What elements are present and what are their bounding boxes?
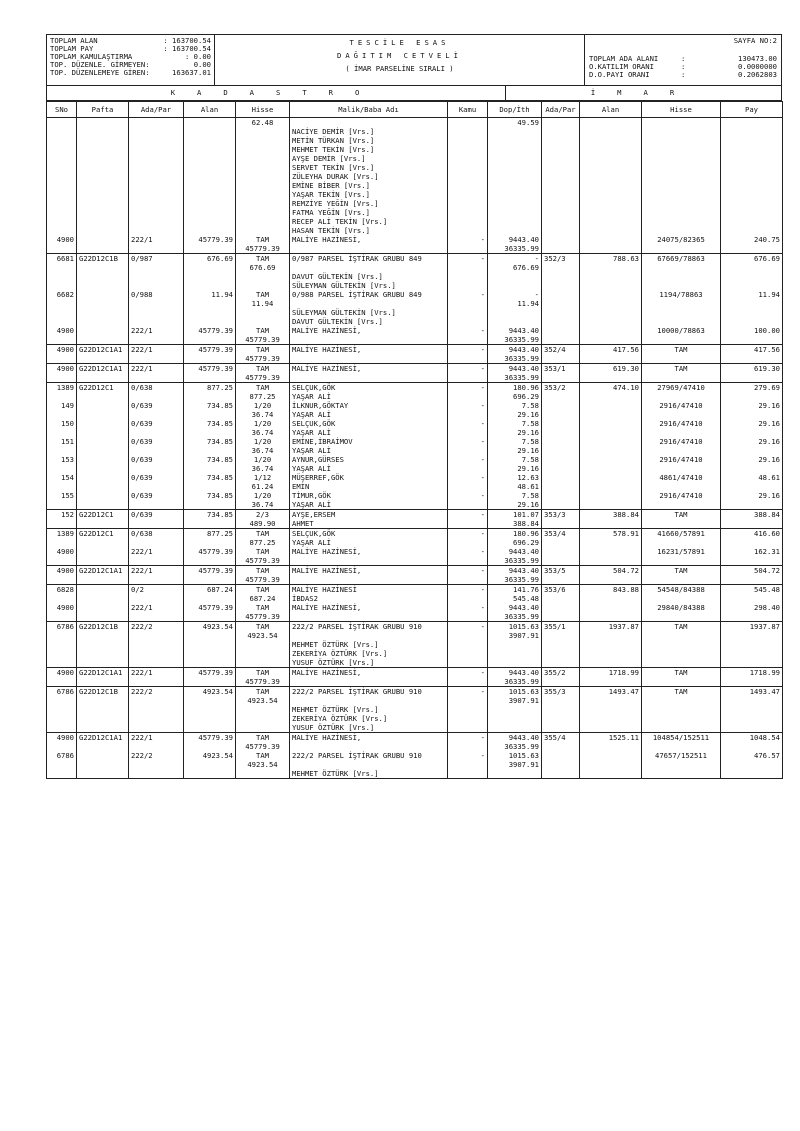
section-header [46,86,782,101]
column-header-imar-ada-par: Ada/Par [542,102,580,118]
cell-hisse: TAM 45779.39 [236,345,290,364]
cell-imar-hisse: 54548/84388 29840/84388 [642,585,721,622]
cell-imar-hisse: 27969/47410 2916/47410 2916/47410 2916/47410 2916/47410 4861/47410 2916/47410 [642,383,721,510]
cell-sno: 4900 6786 [47,733,77,779]
cell-hisse: TAM 45779.39 TAM 4923.54 [236,733,290,779]
cell-pay: 1493.47 [721,687,783,733]
cell-imar-ada-par: 353/1 [542,364,580,383]
cell-malik: 222/2 PARSEL İŞTİRAK GRUBU 910 MEHMET ÖZTÜRK [Vrs.] ZEKERİYA ÖZTÜRK [Vrs.] YUSUF ÖZTÜRK [Vrs.] [290,622,448,668]
table-row [47,687,783,733]
cell-imar-ada-par: 355/3 [542,687,580,733]
cell-imar-alan: 578.91 [580,529,642,566]
column-header-pay: Pay [721,102,783,118]
cell-imar-ada-par: 352/4 [542,345,580,364]
cell-pafta: G22D12C1 [77,529,129,566]
column-header-sno: SNo [47,102,77,118]
cell-malik: MALİYE HAZİNESİ İBDAS2 MALİYE HAZİNESİ, [290,585,448,622]
title-note: ( İMAR PARSELİNE SIRALI ) [345,64,454,73]
cell-pafta: G22D12C1 [77,383,129,510]
cell-kamu: - [448,345,488,364]
column-header-malik: Malik/Baba Adı [290,102,448,118]
title-main: TESCİLE ESAS [349,38,450,47]
cell-pay: 504.72 [721,566,783,585]
cell-sno: 4900 [47,566,77,585]
table-row [47,254,783,345]
cell-pay: 676.69 11.94 100.00 [721,254,783,345]
cell-pay: 240.75 [721,118,783,254]
column-header-dop-ith: Dop/İth [488,102,542,118]
column-header-pafta: Pafta [77,102,129,118]
cell-malik: 0/987 PARSEL İŞTİRAK GRUBU 849 DAVUT GÜLTEKİN [Vrs.] SÜLEYMAN GÜLTEKİN [Vrs.] 0/988 PARSEL İŞTİRAK GRUBU 849 SÜLEYMAN GÜLTEKİN [Vrs.] DAVUT GÜLTEKİN [Vrs.] MALİYE HAZİNESİ, [290,254,448,345]
cell-imar-ada-par: 353/5 [542,566,580,585]
cell-malik: SELÇUK,GÖK YAŞAR ALİ MALİYE HAZİNESİ, [290,529,448,566]
ratios-block [585,35,781,85]
cell-dop-ith: 9443.40 36335.99 [488,668,542,687]
column-header-alan: Alan [184,102,236,118]
cell-malik: MALİYE HAZİNESİ, 222/2 PARSEL İŞTİRAK GRUBU 910 MEHMET ÖZTÜRK [Vrs.] [290,733,448,779]
cell-pafta [77,585,129,622]
cell-dop-ith: 180.96 696.29 7.58 29.16 7.58 29.16 7.58 29.16 7.58 29.16 12.63 48.61 7.58 29.16 [488,383,542,510]
cell-kamu: - [448,668,488,687]
cell-hisse: 62.48 TAM 45779.39 [236,118,290,254]
cell-sno: 1389 4900 [47,529,77,566]
totals-block [47,35,215,85]
cell-imar-alan: 474.10 [580,383,642,510]
table-row [47,585,783,622]
cell-ada-par: 0/638 222/1 [129,529,184,566]
cell-kamu: - [448,622,488,668]
distribution-sheet [46,34,782,779]
cell-imar-hisse: TAM [642,566,721,585]
cell-dop-ith: 9443.40 36335.99 1015.63 3907.91 [488,733,542,779]
cell-imar-hisse: 41660/57891 16231/57891 [642,529,721,566]
cell-hisse: TAM 4923.54 [236,687,290,733]
total-row: TOPLAM ALAN : 163700.54 [50,36,211,45]
cell-imar-alan: 1937.87 [580,622,642,668]
cell-sno: 6786 [47,687,77,733]
cell-imar-hisse: 24075/82365 [642,118,721,254]
cell-dop-ith: 9443.40 36335.99 [488,345,542,364]
cell-alan: 4923.54 [184,622,236,668]
cell-kamu: - - [448,733,488,779]
cell-alan: 45779.39 [184,364,236,383]
cell-alan: 734.85 [184,510,236,529]
cell-imar-ada-par: 353/6 [542,585,580,622]
cell-imar-hisse: TAM [642,668,721,687]
cell-hisse: TAM 4923.54 [236,622,290,668]
cell-imar-ada-par: 353/4 [542,529,580,566]
column-header-ada-par: Ada/Par [129,102,184,118]
table-body [47,118,783,779]
table-row [47,364,783,383]
cell-ada-par: 0/2 222/1 [129,585,184,622]
cell-kamu: - - - [448,254,488,345]
cell-pay: 545.48 298.40 [721,585,783,622]
cell-alan: 877.25 734.85 734.85 734.85 734.85 734.85 734.85 [184,383,236,510]
cell-dop-ith: 141.76 545.48 9443.40 36335.99 [488,585,542,622]
cell-imar-alan: 504.72 [580,566,642,585]
cell-dop-ith: - 676.69 - 11.94 9443.40 36335.99 [488,254,542,345]
table-row [47,733,783,779]
cell-pafta: G22D12C1A1 [77,668,129,687]
cell-hisse: TAM 877.25 1/20 36.74 1/20 36.74 1/20 36.74 1/20 36.74 1/12 61.24 1/20 36.74 [236,383,290,510]
cell-kamu: - - - - - - - [448,383,488,510]
cell-imar-alan [580,118,642,254]
table-row [47,383,783,510]
cell-ada-par: 0/639 [129,510,184,529]
cell-hisse: TAM 45779.39 [236,566,290,585]
cell-imar-alan: 788.63 [580,254,642,345]
cell-malik: NACİYE DEMİR [Vrs.] METİN TÜRKAN [Vrs.] MEHMET TEKİN [Vrs.] AYŞE DEMİR [Vrs.] SERVET TEKİN [Vrs.] ZÜLEYHA DURAK [Vrs.] EMİNE BİBER [Vrs.] YAŞAR TEKİN [Vrs.] REMZİYE YEĞİN [Vrs.] FATMA YEĞİN [Vrs.] RECEP ALİ TEKİN [Vrs.] HASAN TEKİN [Vrs.] MALİYE HAZİNESİ, [290,118,448,254]
cell-pay: 279.69 29.16 29.16 29.16 29.16 48.61 29.16 [721,383,783,510]
cell-hisse: TAM 687.24 TAM 45779.39 [236,585,290,622]
cell-alan: 45779.39 [184,668,236,687]
cell-imar-hisse: 104854/152511 47657/152511 [642,733,721,779]
cell-imar-hisse: 67669/78863 1194/78863 10000/78863 [642,254,721,345]
cell-ada-par: 0/638 0/639 0/639 0/639 0/639 0/639 0/639 [129,383,184,510]
ratio-row: O.KATILIM ORANI : 0.0000000 [589,62,777,71]
cell-sno: 6786 [47,622,77,668]
cell-pafta: G22D12C1A1 [77,345,129,364]
cell-malik: MALİYE HAZİNESİ, [290,345,448,364]
total-row: TOPLAM KAMULAŞTIRMA : 0.00 [50,52,211,61]
total-row: TOP. DÜZENLEMEYE GİREN: 163637.01 [50,68,211,77]
cell-malik: MALİYE HAZİNESİ, [290,668,448,687]
cell-imar-alan: 619.30 [580,364,642,383]
column-header-hisse: Hisse [236,102,290,118]
cell-pay: 416.60 162.31 [721,529,783,566]
column-header-kamu: Kamu [448,102,488,118]
ratio-row: D.O.PAYI ORANI : 0.2062803 [589,70,777,79]
cell-hisse: TAM 45779.39 [236,668,290,687]
cell-kamu: - [448,566,488,585]
cell-imar-alan: 1718.99 [580,668,642,687]
cell-dop-ith: 101.07 388.84 [488,510,542,529]
cell-pay: 1937.87 [721,622,783,668]
cell-dop-ith: 1015.63 3907.91 [488,687,542,733]
cell-imar-alan: 1493.47 [580,687,642,733]
cell-malik: MALİYE HAZİNESİ, [290,364,448,383]
cell-ada-par: 222/2 [129,622,184,668]
cell-imar-ada-par [542,118,580,254]
column-header-imar-hisse: Hisse [642,102,721,118]
cell-pafta [77,118,129,254]
cell-sno: 4900 [47,345,77,364]
cell-pafta: G22D12C1A1 [77,364,129,383]
cell-imar-ada-par: 352/3 [542,254,580,345]
cell-sno: 6681 6682 4900 [47,254,77,345]
table-row [47,345,783,364]
cell-alan: 45779.39 [184,118,236,254]
cell-hisse: TAM 676.69 TAM 11.94 TAM 45779.39 [236,254,290,345]
kadastro-section-label: KADASTRO [47,86,506,100]
cell-alan: 45779.39 4923.54 [184,733,236,779]
title-block [215,35,585,85]
cell-dop-ith: 9443.40 36335.99 [488,364,542,383]
cell-pafta: G22D12C1B [77,687,129,733]
cell-malik: 222/2 PARSEL İŞTİRAK GRUBU 910 MEHMET ÖZTÜRK [Vrs.] ZEKERİYA ÖZTÜRK [Vrs.] YUSUF ÖZTÜRK [Vrs.] [290,687,448,733]
cell-alan: 877.25 45779.39 [184,529,236,566]
table-row [47,510,783,529]
cell-sno: 152 [47,510,77,529]
cell-sno: 4900 [47,364,77,383]
cell-sno: 6828 4900 [47,585,77,622]
column-header-imar-alan: Alan [580,102,642,118]
cell-imar-ada-par: 355/2 [542,668,580,687]
total-row: TOP. DÜZENLE. GİRMEYEN: 0.00 [50,60,211,69]
cell-ada-par: 222/1 [129,345,184,364]
cell-ada-par: 222/1 [129,668,184,687]
cell-ada-par: 222/1 [129,364,184,383]
cell-sno: 4900 [47,668,77,687]
cell-malik: MALİYE HAZİNESİ, [290,566,448,585]
cell-kamu: - - [448,585,488,622]
cell-ada-par: 222/1 222/2 [129,733,184,779]
cell-sno: 4900 [47,118,77,254]
cell-imar-ada-par: 355/4 [542,733,580,779]
cell-imar-ada-par: 353/2 [542,383,580,510]
table-row [47,668,783,687]
cell-imar-hisse: TAM [642,687,721,733]
cell-pay: 619.30 [721,364,783,383]
cell-dop-ith: 1015.63 3907.91 [488,622,542,668]
table-row [47,566,783,585]
cell-imar-ada-par: 355/1 [542,622,580,668]
cell-pay: 388.84 [721,510,783,529]
cell-kamu: - [448,687,488,733]
title-sub: DAĞITIM CETVELİ [337,51,462,60]
cell-kamu: - - [448,529,488,566]
cell-malik: AYŞE,ERSEM AHMET [290,510,448,529]
cell-sno: 1389 149 150 151 153 154 155 [47,383,77,510]
cell-imar-hisse: TAM [642,364,721,383]
cell-kamu: - [448,118,488,254]
cell-alan: 676.69 11.94 45779.39 [184,254,236,345]
cell-kamu: - [448,510,488,529]
ratio-row: TOPLAM ADA ALANI : 130473.00 [589,54,777,63]
cell-alan: 45779.39 [184,345,236,364]
cell-pay: 417.56 [721,345,783,364]
cell-pafta: G22D12C1 [77,510,129,529]
cell-ada-par: 222/1 [129,566,184,585]
column-header-row [47,102,783,118]
cell-alan: 687.24 45779.39 [184,585,236,622]
cell-hisse: TAM 877.25 TAM 45779.39 [236,529,290,566]
cell-imar-hisse: TAM [642,622,721,668]
cell-imar-alan: 843.88 [580,585,642,622]
cell-imar-hisse: TAM [642,345,721,364]
cell-dop-ith: 9443.40 36335.99 [488,566,542,585]
cell-dop-ith: 49.59 9443.40 36335.99 [488,118,542,254]
cell-alan: 4923.54 [184,687,236,733]
cell-pay: 1048.54 476.57 [721,733,783,779]
cell-hisse: 2/3 489.90 [236,510,290,529]
cell-pafta: G22D12C1B [77,622,129,668]
table-row [47,529,783,566]
cell-imar-alan: 1525.11 [580,733,642,779]
cell-dop-ith: 180.96 696.29 9443.40 36335.99 [488,529,542,566]
cell-imar-alan: 388.84 [580,510,642,529]
cell-ada-par: 0/987 0/988 222/1 [129,254,184,345]
cell-pafta: G22D12C1A1 [77,733,129,779]
table-row [47,118,783,254]
cell-pafta: G22D12C1A1 [77,566,129,585]
cell-hisse: TAM 45779.39 [236,364,290,383]
page-number: SAYFA NO:2 [733,36,777,45]
imar-section-label: İMAR [590,88,697,97]
cell-imar-hisse: TAM [642,510,721,529]
cell-ada-par: 222/1 [129,118,184,254]
cell-kamu: - [448,364,488,383]
cell-alan: 45779.39 [184,566,236,585]
table-row [47,622,783,668]
cell-pay: 1718.99 [721,668,783,687]
cell-ada-par: 222/2 [129,687,184,733]
cell-imar-alan: 417.56 [580,345,642,364]
cell-malik: SELÇUK,GÖK YAŞAR ALİ İLKNUR,GÖKTAY YAŞAR ALİ SELÇUK,GÖK YAŞAR ALİ EMİNE,İBRAİMOV YAŞAR ALİ AYNUR,GÜRSES YAŞAR ALİ MÜŞERREF,GÖK EMİN TİMUR,GÖK YAŞAR ALİ [290,383,448,510]
total-row: TOPLAM PAY : 163700.54 [50,44,211,53]
cell-imar-ada-par: 353/3 [542,510,580,529]
sheet-header [46,34,782,86]
cell-pafta: G22D12C1B [77,254,129,345]
distribution-table [46,101,783,779]
